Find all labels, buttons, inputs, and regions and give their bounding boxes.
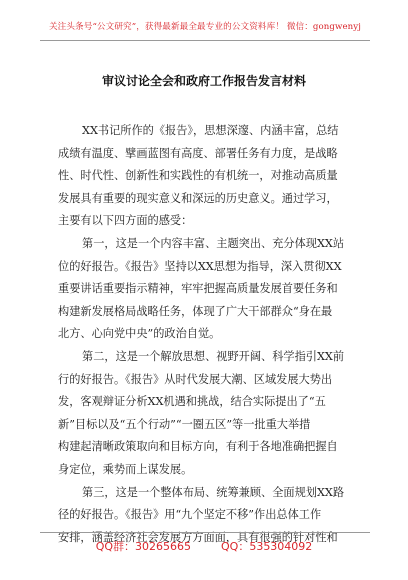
body-line: 发，客观辩证分析XX机遇和挑战，结合实际提出了“五 (58, 395, 326, 409)
body-line: 北方、心向党中央”的政治自觉。 (58, 327, 221, 341)
body-line: 主要有以下四方面的感受： (58, 214, 193, 228)
body-line: 构建新发展格局战略任务，体现了广大干部群众“身在最 (58, 304, 333, 318)
body-line: 构建起清晰政策取向和目标方向，有利于各地准确把握自 (58, 440, 338, 454)
body-line: 行的好报告。《报告》从时代发展大潮、区域发展大势出 (58, 372, 333, 386)
body-line: 新”目标以及“五个行动”“一圈五区”等一批重大举措 (58, 417, 311, 431)
footer-contact (0, 538, 408, 554)
body-line: 身定位，乘势而上谋发展。 (58, 462, 193, 476)
body-line: 安排，涵盖经济社会发展方方面面，具有很强的针对性和 (58, 530, 338, 544)
body-line: 发展具有重要的现实意义和深远的历史意义。通过学习， (58, 191, 338, 205)
body-line: 第一，这是一个内容丰富、主题突出、充分体现XX站 (82, 236, 345, 250)
body-line: 第二，这是一个解放思想、视野开阔、科学指引XX前 (82, 349, 345, 363)
header-divider (40, 40, 370, 41)
footer-qq-group: QQ群：30265665 (95, 540, 191, 553)
body-line: 成绩有温度、擘画蓝图有高度、部署任务有力度，是战略 (58, 146, 338, 160)
document-title: 审议讨论全会和政府工作报告发言材料 (101, 74, 306, 88)
body-line: 位的好报告。《报告》坚持以XX思想为指导，深入贯彻XX (58, 259, 342, 273)
footer-qq-number: QQ：535304092 (221, 540, 313, 553)
body-line: XX书记所作的《报告》，思想深邃、内涵丰富，总结 (82, 124, 339, 137)
body-line: 性、时代性、创新性和实践性的有机统一，对推动高质量 (58, 169, 338, 183)
body-line: 重要讲话重要指示精神，牢牢把握高质量发展首要任务和 (58, 282, 338, 296)
footer-divider (40, 532, 370, 533)
document-body (58, 120, 354, 549)
header-banner: 关注头条号“公文研究”，获得最新最全最专业的公文资料库！ 微信：gongwenyj (48, 22, 362, 32)
body-line: 径的好报告。《报告》用“九个坚定不移”作出总体工作 (58, 508, 322, 522)
body-line: 第三，这是一个整体布局、统筹兼顾、全面规划XX路 (82, 485, 345, 499)
